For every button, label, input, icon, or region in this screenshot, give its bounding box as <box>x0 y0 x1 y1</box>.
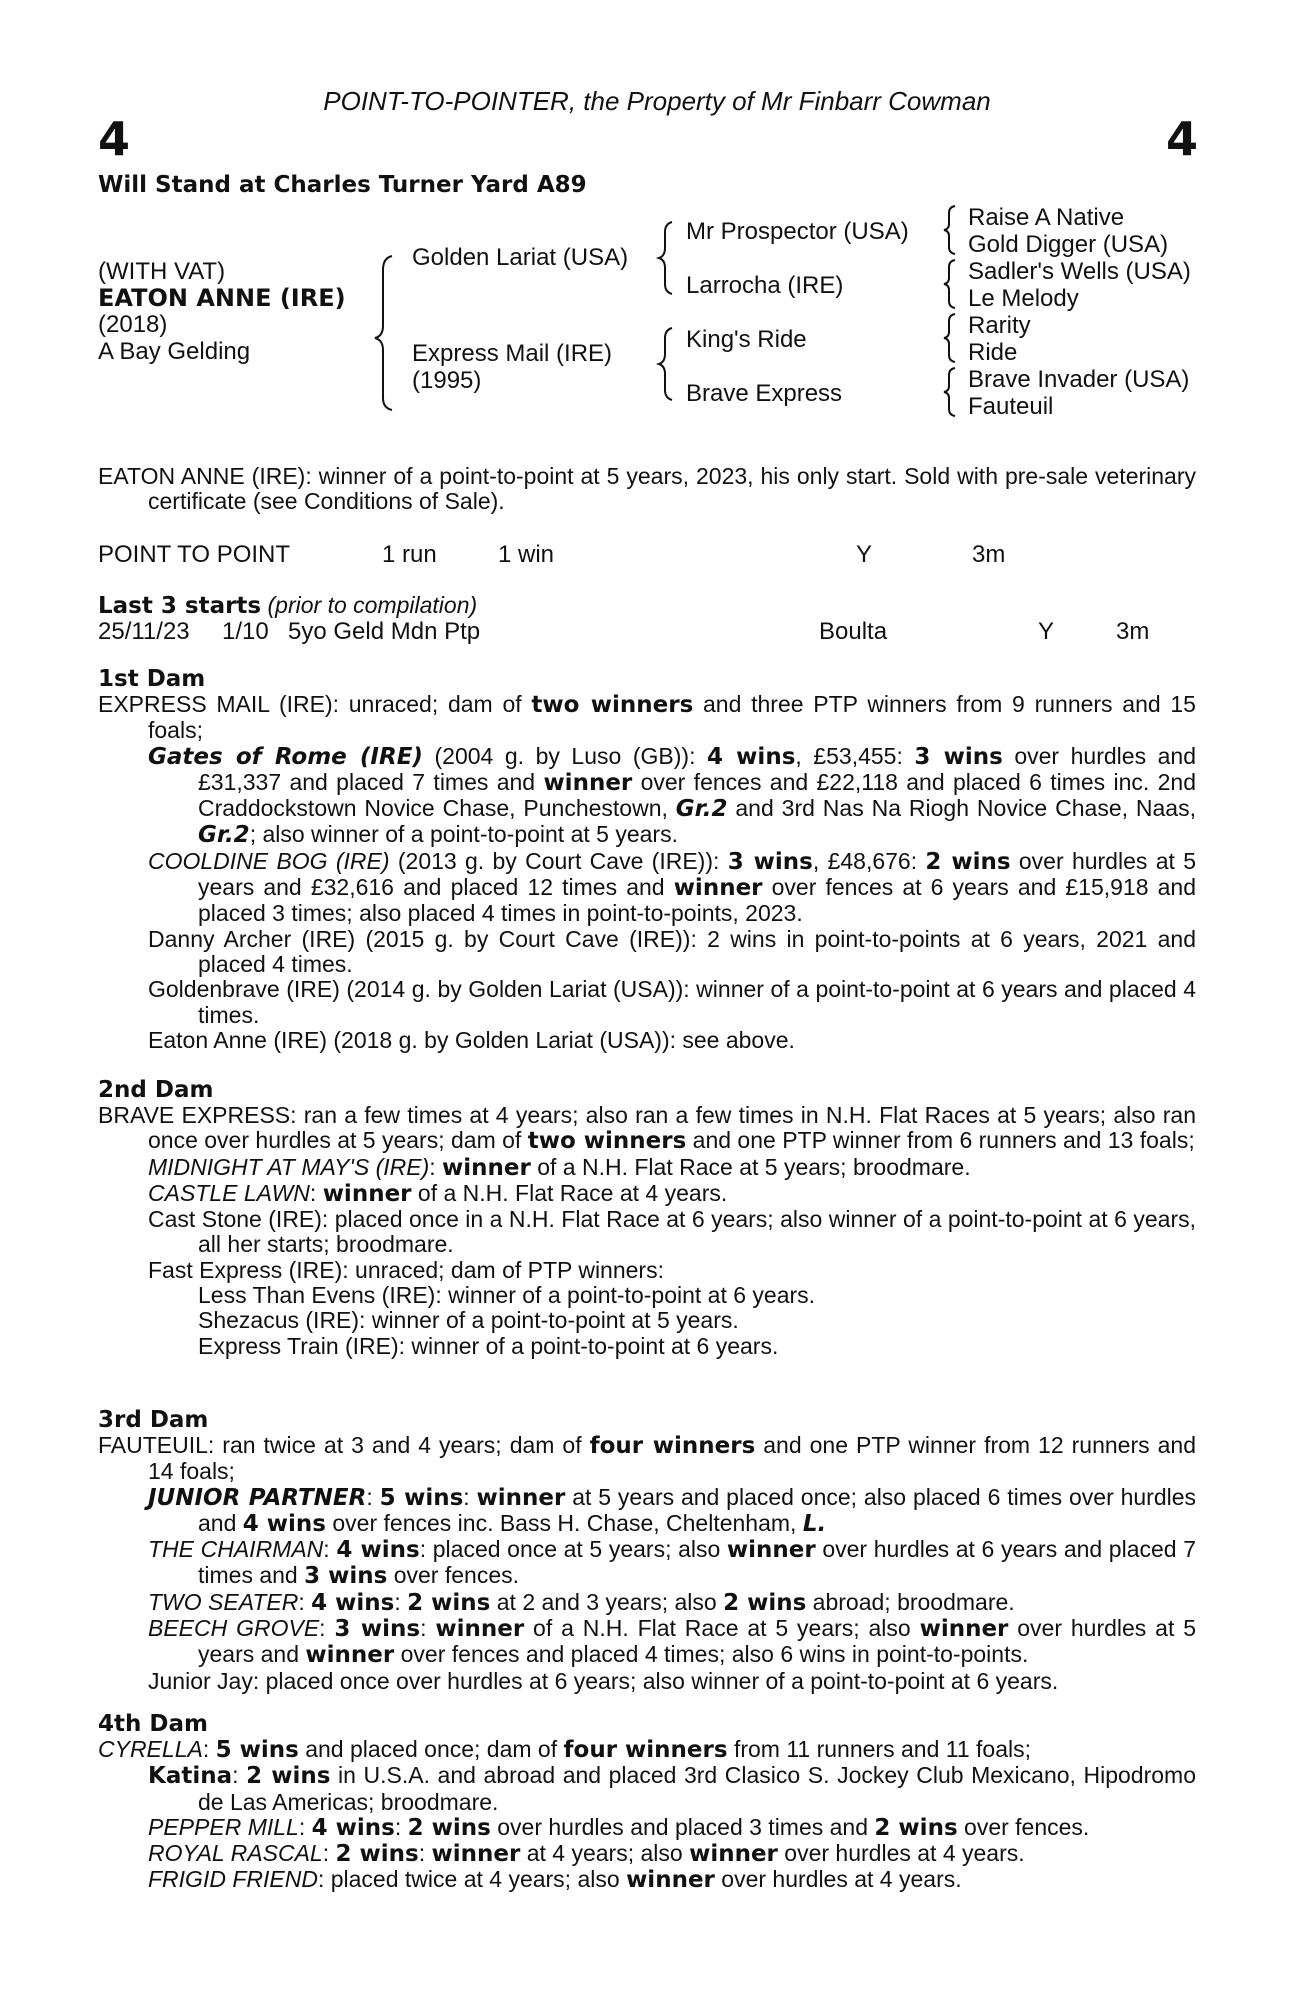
start-going: Y <box>1038 618 1055 645</box>
last-starts-title: Last 3 starts <box>98 593 262 619</box>
start-distance: 3m <box>1116 618 1150 645</box>
progeny-fast-express: Fast Express (IRE): unraced; dam of PTP winners: <box>148 1256 664 1283</box>
progeny-shezacus: Shezacus (IRE): winner of a point-to-point at 5 years. <box>198 1307 739 1334</box>
lot-number-left: 4 <box>98 112 131 166</box>
progeny-cooldine-bog: COOLDINE BOG (IRE) (2013 g. by Court Cave (IRE)): 3 wins, £48,676: 2 wins over hurdles at 5 years and £32,616 and placed 12 times and winner over fences at 6 years and £15,918 and placed 3 times; also placed 4 times in point-to-points, 2023. <box>148 847 1196 927</box>
progeny-royal-rascal: ROYAL RASCAL: 2 wins: winner at 4 years; also winner over hurdles at 4 years. <box>148 1840 1025 1868</box>
progeny-pepper-mill: PEPPER MILL: 4 wins: 2 wins over hurdles and placed 3 times and 2 wins over fences. <box>148 1813 1090 1841</box>
progeny-less-than-evens: Less Than Evens (IRE): winner of a point-to-point at 6 years. <box>198 1282 816 1309</box>
fourth-dam-heading: 4th Dam <box>98 1711 208 1737</box>
third-dam-section <box>98 1408 1196 1694</box>
third-dam-heading: 3rd Dam <box>98 1407 209 1433</box>
vat-note: (WITH VAT) <box>98 258 226 285</box>
progeny-express-train: Express Train (IRE): winner of a point-to-point at 6 years. <box>198 1332 779 1359</box>
pedigree-g1: Raise A Native <box>968 204 1125 231</box>
progeny-danny-archer: Danny Archer (IRE) (2015 g. by Court Cave (IRE)): 2 wins in point-to-points at 6 years, 2021 and placed 4 times. <box>148 925 1196 977</box>
horse-summary <box>98 464 1196 515</box>
progeny-beech-grove: BEECH GROVE: 3 wins: winner of a N.H. Flat Race at 5 years; also winner over hurdles at 5 years and winner over fences and placed 4 times; also 6 wins in point-to-points. <box>148 1615 1196 1669</box>
record-going: Y <box>856 541 873 568</box>
start-course: Boulta <box>819 618 888 645</box>
record-distance: 3m <box>972 541 1006 568</box>
pedigree-g8: Fauteuil <box>968 393 1054 420</box>
progeny-junior-partner: JUNIOR PARTNER: 5 wins: winner at 5 years and placed once; also placed 6 times over hurdles and 4 wins over fences inc. Bass H. Chase, Cheltenham, L. <box>148 1483 1197 1537</box>
start-position: 1/10 <box>222 618 269 645</box>
record-label: POINT TO POINT <box>98 541 291 568</box>
progeny-gates-of-rome: Gates of Rome (IRE) (2004 g. by Luso (GB)): 4 wins, £53,455: 3 wins over hurdles and £31,337 and placed 7 times and winner over fences and £22,118 and placed 6 times inc. 2nd Craddockstown Novice Chase, Punchestown, Gr.2 and 3rd Nas Na Riogh Novice Chase, Naas, Gr.2; also winner of a point-to-point at 5 years. <box>148 742 1197 849</box>
pedigree-dam-dam: Brave Express <box>686 380 843 407</box>
pedigree-g6: Ride <box>968 339 1018 366</box>
pedigree-g3: Sadler's Wells (USA) <box>968 258 1191 285</box>
horse-name: EATON ANNE (IRE) <box>98 284 346 312</box>
first-dam-section <box>98 667 1196 1053</box>
record-wins: 1 win <box>498 541 555 568</box>
horse-year: (2018) <box>98 311 168 338</box>
progeny-castle-lawn: CASTLE LAWN: winner of a N.H. Flat Race at 4 years. <box>148 1179 728 1207</box>
second-dam-heading: 2nd Dam <box>98 1077 214 1103</box>
fourth-dam-intro: CYRELLA: 5 wins and placed once; dam of four winners from 11 runners and 11 foals; <box>98 1736 1031 1763</box>
progeny-goldenbrave: Goldenbrave (IRE) (2014 g. by Golden Lariat (USA)): winner of a point-to-point at 6 years and placed 4 times. <box>148 976 1196 1028</box>
progeny-frigid-friend: FRIGID FRIEND: placed twice at 4 years; also winner over hurdles at 4 years. <box>148 1866 962 1894</box>
lot-number-right: 4 <box>1166 112 1199 166</box>
pedigree-g5: Rarity <box>968 312 1031 339</box>
fourth-dam-section <box>98 1712 1196 1894</box>
pedigree-sire-dam: Larrocha (IRE) <box>686 272 844 299</box>
pedigree-sire: Golden Lariat (USA) <box>412 244 629 271</box>
pedigree-dam: Express Mail (IRE) <box>412 340 613 367</box>
last-starts-heading <box>98 592 477 619</box>
progeny-junior-jay: Junior Jay: placed once over hurdles at 6 years; also winner of a point-to-point at 6 years. <box>148 1667 1059 1694</box>
third-dam-intro: FAUTEUIL: ran twice at 3 and 4 years; dam of four winners and one PTP winner from 12 runners and 14 foals; <box>98 1432 1196 1485</box>
progeny-two-seater: TWO SEATER: 4 wins: 2 wins at 2 and 3 years; also 2 wins abroad; broodmare. <box>148 1588 1015 1616</box>
start-date: 25/11/23 <box>98 618 190 645</box>
second-dam-section <box>98 1078 1196 1359</box>
horse-description: A Bay Gelding <box>98 338 251 365</box>
progeny-eaton-anne: Eaton Anne (IRE) (2018 g. by Golden Lariat (USA)): see above. <box>148 1026 795 1053</box>
second-dam-intro: BRAVE EXPRESS: ran a few times at 4 years; also ran a few times in N.H. Flat Races at 5 years; also ran once over hurdles at 5 years; dam of two winners and one PTP winner from 6 runners and 13 foals; <box>98 1102 1196 1155</box>
pedigree-g4: Le Melody <box>968 285 1079 312</box>
progeny-katina: Katina: 2 wins in U.S.A. and abroad and placed 3rd Clasico S. Jockey Club Mexicano, Hipodromo de Las Americas; broodmare. <box>148 1762 1196 1815</box>
pedigree-dam-year: (1995) <box>412 367 482 394</box>
progeny-midnight-at-mays: MIDNIGHT AT MAY'S (IRE): winner of a N.H. Flat Race at 5 years; broodmare. <box>148 1153 971 1181</box>
first-dam-intro: EXPRESS MAIL (IRE): unraced; dam of two winners and three PTP winners from 9 runners and 15 foals; <box>98 691 1196 744</box>
stand-location: Will Stand at Charles Turner Yard A89 <box>98 172 587 198</box>
pedigree-g7: Brave Invader (USA) <box>968 366 1190 393</box>
record-runs: 1 run <box>382 541 437 568</box>
last-starts-note: (prior to compilation) <box>267 592 478 618</box>
pedigree-sire-sire: Mr Prospector (USA) <box>686 218 909 245</box>
summary-text: EATON ANNE (IRE): winner of a point-to-point at 5 years, 2023, his only start. Sold with pre-sale veterinary certificate (see Conditions of Sale). <box>98 463 1196 515</box>
progeny-cast-stone: Cast Stone (IRE): placed once in a N.H. Flat Race at 6 years; also winner of a point-to-point at 6 years, all her starts; broodmare. <box>148 1206 1196 1258</box>
pedigree-dam-sire: King's Ride <box>686 326 807 353</box>
first-dam-heading: 1st Dam <box>98 666 206 692</box>
page-header-title: POINT-TO-POINTER, the Property of Mr Finbarr Cowman <box>323 86 991 116</box>
progeny-the-chairman: THE CHAIRMAN: 4 wins: placed once at 5 years; also winner over hurdles at 6 years and placed 7 times and 3 wins over fences. <box>148 1536 1196 1590</box>
pedigree-g2: Gold Digger (USA) <box>968 231 1169 258</box>
start-race: 5yo Geld Mdn Ptp <box>288 618 481 645</box>
